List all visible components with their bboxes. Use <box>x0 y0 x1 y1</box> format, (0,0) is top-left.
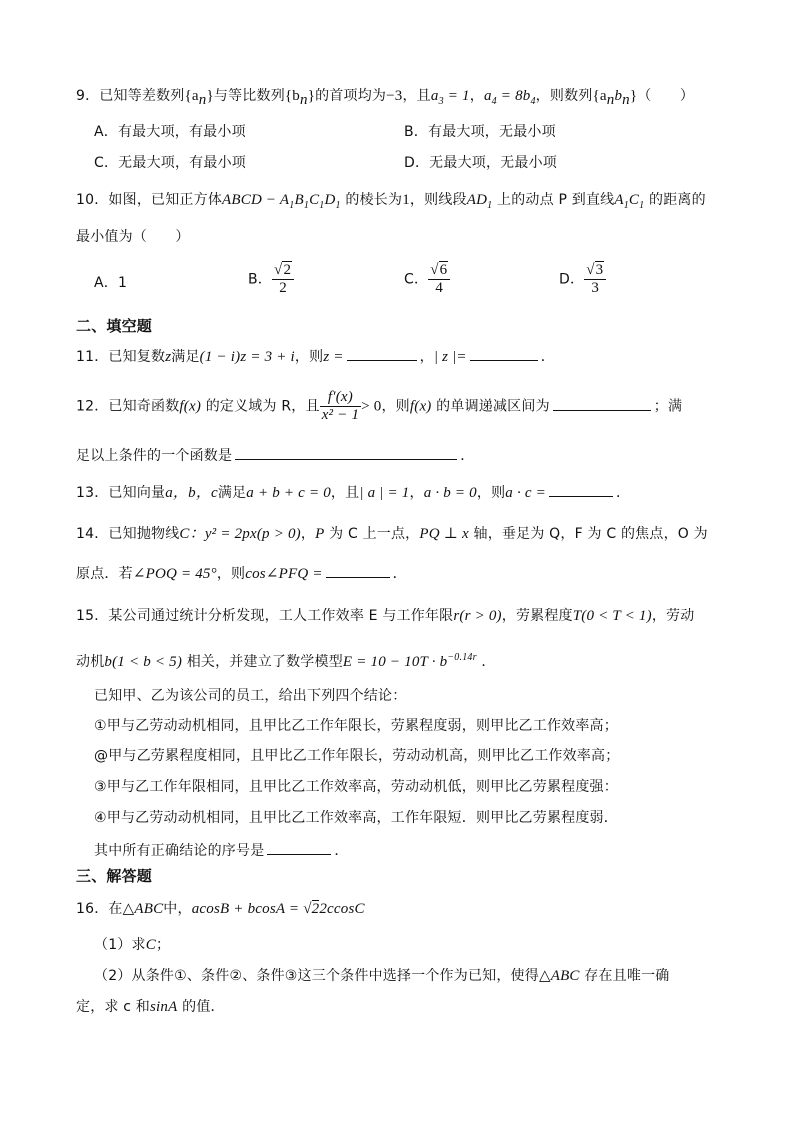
q10-text: 上的动点 P 到直线 <box>497 192 615 208</box>
question-13 <box>76 482 630 503</box>
a4-eq: $a_4 = 8b_4$ <box>483 88 536 107</box>
q16-text: 中， <box>163 901 192 917</box>
seq-ab: $\{a_nb_n\}$ <box>592 88 638 108</box>
q16-text: 存在且唯一确 <box>584 968 670 984</box>
q9-option-b: B．有最大项，无最小项 <box>404 124 556 140</box>
answer-blank[interactable] <box>267 840 331 855</box>
option-label: C． <box>404 271 429 288</box>
fraction-sqrt2-2: $\frac{√2}{2}$ <box>272 262 294 297</box>
q11-text: ． <box>540 349 555 365</box>
q14-text: 为 C 上一点， <box>329 526 420 542</box>
q14-text: 轴，垂足为 Q，F 为 C 的焦点，O 为 <box>473 526 708 542</box>
q11-text: ， <box>419 349 434 365</box>
q16-text: ； <box>155 937 171 953</box>
angle-poq: ∠POQ = 45° <box>132 566 217 582</box>
q9-text: ，且 <box>402 88 431 104</box>
question-12 <box>76 389 682 424</box>
section-3-title: 三、解答题 <box>76 867 153 885</box>
q16-text: （2）从条件①、条件②、条件③这三个条件中选择一个作为已知，使得 <box>94 968 539 984</box>
answer-blank[interactable] <box>549 482 613 497</box>
q9-text: 9．已知等差数列 <box>76 88 185 104</box>
q16-text: （1）求 <box>94 937 146 953</box>
q12-text: ． <box>460 448 475 464</box>
q14-text: 14．已知抛物线 <box>76 526 180 542</box>
q9-text: ，则数列 <box>535 88 593 104</box>
option-label: D． <box>559 271 585 288</box>
z-equals: z = <box>323 349 344 365</box>
answer-blank[interactable] <box>235 445 457 460</box>
fraction-sqrt3-3: $\frac{√3}{3}$ <box>584 262 606 297</box>
section-2-title: 二、填空题 <box>76 317 153 335</box>
q11-text: 满足 <box>171 349 200 365</box>
fx: f(x) <box>179 398 202 415</box>
q13-text: 13．已知向量 <box>76 485 166 501</box>
answer-blank[interactable] <box>347 346 417 361</box>
perpendicular: PQ ⊥ x <box>419 526 469 542</box>
q15-text: 动机 <box>76 654 105 670</box>
seq-a: $\{a_n\}$ <box>184 88 214 108</box>
q15-conclusion-3: ③甲与乙工作年限相同，且甲比乙工作效率高，劳动动机低，则甲比乙劳累程度强： <box>94 779 618 795</box>
abs-z: | z |= <box>433 349 467 365</box>
q12-text: 的单调递减区间为 <box>436 398 550 415</box>
q16-equation-rhs: √22ccosC <box>303 901 365 917</box>
cos-pfq: cos∠PFQ = <box>245 566 323 582</box>
segment-label: $AD_1$ <box>466 192 493 211</box>
value-neg3: −3 <box>386 88 403 104</box>
triangle-abc: △ABC <box>538 968 580 984</box>
abs-a: | a | = 1 <box>359 485 410 501</box>
q13-text: ． <box>615 485 631 501</box>
var-b: b(1 < b < 5) <box>104 654 183 670</box>
q13-text: 满足 <box>217 485 247 501</box>
q11-text: ，则 <box>294 349 324 365</box>
q12-text: 的定义域为 R，且 <box>205 398 320 415</box>
q10-text: 的距离的 <box>649 192 706 208</box>
a3-eq: $a_3 = 1$ <box>430 88 470 107</box>
q16-text: 的值． <box>182 999 225 1015</box>
cube-label: ABCD − $A_1B_1C_1D_1$ <box>222 192 341 211</box>
seq-b: $\{b_n\}$ <box>284 88 316 108</box>
edge-length: 1 <box>402 192 410 208</box>
var-t: T(0 < T < 1) <box>572 608 652 624</box>
q11-equation: (1 − i)z = 3 + i <box>199 349 295 365</box>
q15-text: ． <box>334 843 349 859</box>
q9-option-c: C．无最大项，有最小项 <box>94 155 246 171</box>
q10-option-b <box>248 262 294 297</box>
q16-part-2-line2 <box>76 997 225 1017</box>
q12-text: 足以上条件的一个函数是 <box>76 448 233 464</box>
q10-option-d <box>559 262 606 297</box>
q9-option-a: A．有最大项，有最小项 <box>94 124 246 140</box>
q15-text: 相关，并建立了数学模型 <box>186 654 343 670</box>
fraction-fprime: $\frac{f'(x)}{\text{x² − 1}}$ <box>321 389 360 423</box>
answer-blank[interactable] <box>326 563 390 578</box>
question-12-line2 <box>76 445 474 466</box>
vectors: a，b，c <box>165 485 218 501</box>
q15-text: ，劳动 <box>651 608 695 624</box>
answer-blank[interactable] <box>553 396 651 411</box>
question-15-line2 <box>76 648 496 672</box>
question-10 <box>76 190 706 216</box>
q10-option-a: A．1 <box>94 275 128 291</box>
model-eq: $E = 10 - 10T \cdot b^{-0.14r}$ <box>342 652 477 670</box>
gt-zero: > 0 <box>361 398 382 415</box>
line-label: $A_1C_1$ <box>614 192 645 211</box>
q9-text: （ ） <box>637 88 695 104</box>
var-r: r(r > 0) <box>453 608 502 624</box>
q14-text: ． <box>392 566 407 582</box>
question-11 <box>76 346 555 367</box>
q16-text: 定，求 c 和 <box>76 999 150 1015</box>
q10-option-c <box>404 262 450 297</box>
question-14-line2 <box>76 563 407 584</box>
q10-text: 10．如图，已知正方体 <box>76 192 223 208</box>
q12-text: ；满 <box>653 398 683 415</box>
q16-equation: acosB + bcosA = <box>191 901 304 917</box>
q13-text: ，则 <box>476 485 506 501</box>
q9-text: ， <box>469 88 484 104</box>
q14-text: ， <box>300 526 316 542</box>
q16-text: 16．在 <box>76 901 123 917</box>
vector-sum: a + b + c = 0 <box>246 485 331 501</box>
fx: f(x) <box>409 398 432 415</box>
q14-text: ，则 <box>216 566 246 582</box>
question-9 <box>76 86 694 112</box>
dot-ac: a · c = <box>505 485 546 501</box>
q10-text-line2: 最小值为（ ） <box>76 229 190 245</box>
q12-text: 12．已知奇函数 <box>76 398 180 415</box>
q15-text: 其中所有正确结论的序号是 <box>94 843 265 859</box>
var-c: C <box>145 937 156 953</box>
option-label: B． <box>248 271 273 288</box>
answer-blank[interactable] <box>470 346 538 361</box>
q9-text: 与等比数列 <box>213 88 285 104</box>
q15-text: ． <box>481 654 496 670</box>
triangle-abc: △ABC <box>122 901 164 917</box>
q15-intro: 已知甲、乙为该公司的员工，给出下列四个结论： <box>94 688 407 704</box>
question-14 <box>76 524 708 544</box>
q15-ask <box>94 840 349 861</box>
q13-text: ，且 <box>330 485 360 501</box>
dot-ab: a · b = 0 <box>423 485 477 501</box>
var-z: z <box>165 349 172 365</box>
question-15 <box>76 606 694 626</box>
q11-text: 11．已知复数 <box>76 349 166 365</box>
q16-part-2 <box>94 966 670 986</box>
q14-text: 原点．若 <box>76 566 133 582</box>
q10-text: 的棱长为 <box>345 192 403 208</box>
q15-conclusion-2: @甲与乙劳累程度相同，且甲比乙工作年限长，劳动动机高，则甲比乙工作效率高； <box>94 748 620 764</box>
q15-text: 15．某公司通过统计分析发现，工人工作效率 E 与工作年限 <box>76 608 454 624</box>
fraction-sqrt6-4: $\frac{√6}{4}$ <box>428 262 450 297</box>
q12-text: ，则 <box>381 398 410 415</box>
parabola-eq: y² = 2px(p > 0) <box>204 526 301 542</box>
curve-c: C： <box>179 526 205 542</box>
point-p: P <box>315 526 325 542</box>
q13-text: ， <box>409 485 424 501</box>
q15-conclusion-4: ④甲与乙劳动动机相同，且甲比乙工作效率高，工作年限短．则甲比乙劳累程度弱． <box>94 810 618 826</box>
q9-option-d: D．无最大项，无最小项 <box>404 155 557 171</box>
q15-conclusion-1: ①甲与乙劳动动机相同，且甲比乙工作年限长，劳累程度弱，则甲比乙工作效率高； <box>94 718 618 734</box>
q9-text: 的首项均为 <box>315 88 387 104</box>
q10-text: ，则线段 <box>409 192 467 208</box>
q16-part-1 <box>94 935 170 955</box>
question-16 <box>76 899 365 919</box>
sin-a: sinA <box>150 999 178 1015</box>
q15-text: ，劳累程度 <box>501 608 573 624</box>
